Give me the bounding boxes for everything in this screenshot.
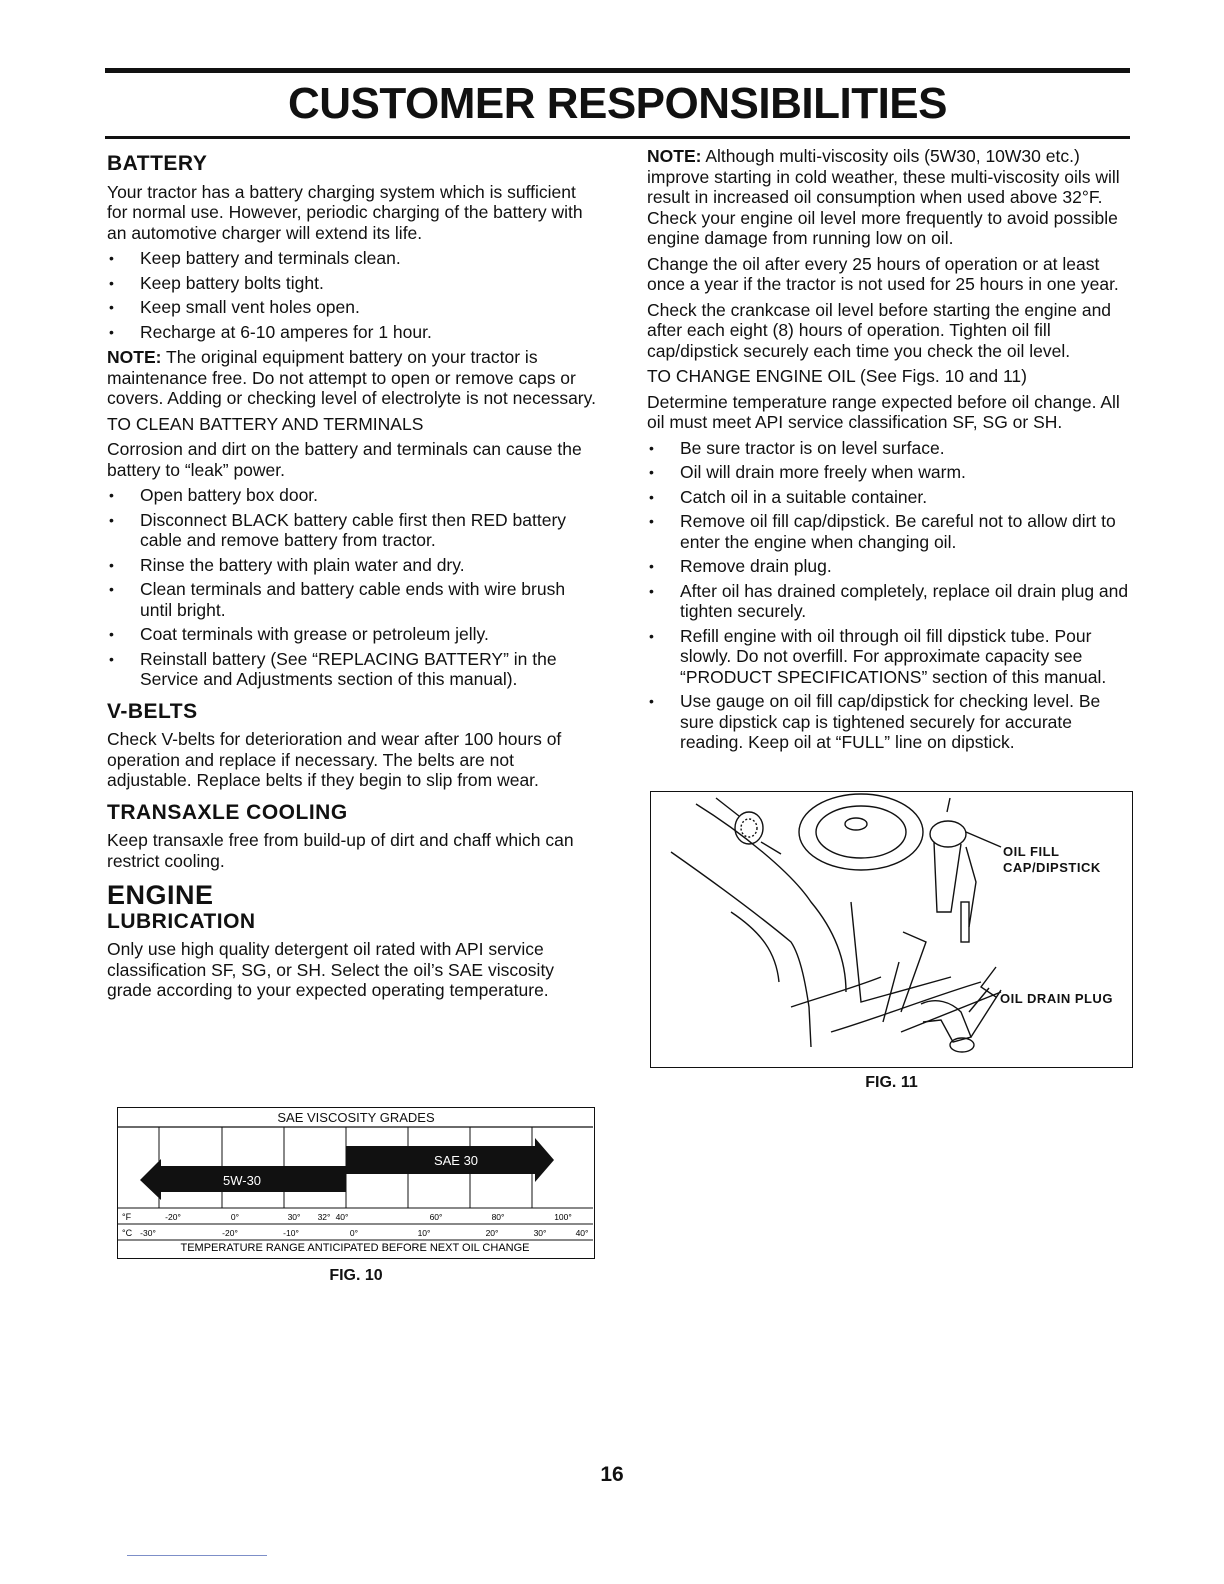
c-tick: -20° — [222, 1228, 238, 1238]
f-tick: 32° — [317, 1212, 331, 1222]
clean-list — [107, 485, 599, 690]
c-tick: 10° — [417, 1228, 431, 1238]
c-tick: -30° — [140, 1228, 156, 1238]
oil-fill-callout — [1003, 844, 1101, 876]
note-text: The original equipment battery on your tractor is maintenance free. Do not attempt to open or remove caps or covers. Adding or checking level of electrolyte is not necessary. — [107, 347, 596, 408]
list-item: • Recharge at 6-10 amperes for 1 hour. — [107, 322, 599, 343]
list-item: • Refill engine with oil through oil fill dipstick tube. Pour slowly. Do not overfill. For approximate capacity see “PRODUCT SPECIFICATIONS” section of this manual. — [647, 626, 1135, 688]
list-item: • Use gauge on oil fill cap/dipstick for checking level. Be sure dipstick cap is tightened securely for accurate reading. Keep oil at “FULL” line on dipstick. — [647, 691, 1135, 753]
c-tick: 40° — [575, 1228, 589, 1238]
list-item: • Reinstall battery (See “REPLACING BATTERY” in the Service and Adjustments section of this manual). — [107, 649, 599, 690]
oil-drain-callout: OIL DRAIN PLUG — [1000, 991, 1113, 1006]
list-item: • Keep battery bolts tight. — [107, 273, 599, 294]
fig10-caption: FIG. 10 — [329, 1267, 383, 1284]
oil-fill-label-line1: OIL FILL — [1003, 844, 1060, 859]
change-text: Change the oil after every 25 hours of operation or at least once a year if the tractor is not used for 25 hours in one year. — [647, 253, 1119, 294]
change-heading: TO CHANGE ENGINE OIL (See Figs. 10 and 11) — [647, 366, 1027, 386]
battery-intro: Your tractor has a battery charging system which is sufficient for normal use. However, periodic charging of the battery with an automotive charger will extend its life. — [107, 181, 583, 243]
crankcase-text: Check the crankcase oil level before starting the engine and after each eight (8) hours of operation. Tighten oil fill cap/dipstick securely each time you check the oil level. — [647, 299, 1112, 361]
note-label: NOTE: — [647, 146, 702, 166]
note-label: NOTE: — [107, 347, 162, 367]
page-number: 16 — [600, 1463, 624, 1486]
list-item: • Open battery box door. — [107, 485, 599, 506]
page-title: CUSTOMER RESPONSIBILITIES — [288, 79, 947, 128]
chart-footer: TEMPERATURE RANGE ANTICIPATED BEFORE NEXT OIL CHANGE — [180, 1242, 530, 1254]
left-column — [107, 146, 599, 1006]
fig11-caption: FIG. 11 — [865, 1074, 918, 1091]
viscosity-chart-graphic — [118, 1108, 593, 1256]
f-tick: 0° — [230, 1212, 240, 1222]
clean-heading: TO CLEAN BATTERY AND TERMINALS — [107, 413, 424, 434]
f-tick: 80° — [491, 1212, 505, 1222]
transaxle-heading: TRANSAXLE COOLING — [107, 800, 348, 824]
f-tick: 60° — [429, 1212, 443, 1222]
f-tick: -20° — [165, 1212, 181, 1222]
list-item: • Be sure tractor is on level surface. — [647, 438, 1135, 459]
oil-note — [647, 146, 1135, 249]
f-tick: 30° — [287, 1212, 301, 1222]
list-item: • Clean terminals and battery cable ends with wire brush until bright. — [107, 579, 599, 620]
c-tick: 0° — [349, 1228, 359, 1238]
fahrenheit-label: °F — [122, 1212, 132, 1222]
list-item: • Rinse the battery with plain water and dry. — [107, 555, 599, 576]
c-tick: 30° — [533, 1228, 547, 1238]
list-item: • Keep small vent holes open. — [107, 297, 599, 318]
engine-heading: ENGINE — [107, 880, 214, 910]
list-item: • After oil has drained completely, replace oil drain plug and tighten securely. — [647, 581, 1135, 622]
list-item: • Oil will drain more freely when warm. — [647, 462, 1135, 483]
viscosity-chart — [117, 1107, 595, 1259]
battery-heading: BATTERY — [107, 152, 208, 175]
engine-illustration — [651, 792, 1131, 1066]
celsius-label: °C — [122, 1228, 133, 1238]
c-tick: -10° — [283, 1228, 299, 1238]
battery-note — [107, 347, 599, 409]
top-rule — [105, 68, 1130, 73]
oil-fill-label-line2: CAP/DIPSTICK — [1003, 860, 1101, 875]
footer-rule — [127, 1555, 267, 1556]
engine-figure — [650, 791, 1133, 1068]
list-item: • Coat terminals with grease or petroleum jelly. — [107, 624, 599, 645]
right-column — [647, 146, 1135, 758]
list-item: • Disconnect BLACK battery cable first then RED battery cable and remove battery from tractor. — [107, 510, 599, 551]
list-item: • Remove drain plug. — [647, 556, 1135, 577]
battery-list — [107, 248, 599, 342]
sae30-label: SAE 30 — [433, 1153, 479, 1168]
vbelts-text: Check V-belts for deterioration and wear after 100 hours of operation and replace if necessary. The belts are not adjustable. Replace belts if they begin to slip from wear. — [107, 729, 562, 790]
chart-title: SAE VISCOSITY GRADES — [277, 1110, 435, 1125]
lubrication-heading: LUBRICATION — [107, 909, 256, 933]
list-item: • Remove oil fill cap/dipstick. Be careful not to allow dirt to enter the engine when changing oil. — [647, 511, 1135, 552]
vbelts-heading: V-BELTS — [107, 699, 198, 723]
lubrication-text: Only use high quality detergent oil rated with API service classification SF, SG, or SH. Select the oil’s SAE viscosity grade according to your expected operating temperature. — [107, 939, 555, 1000]
list-item: • Keep battery and terminals clean. — [107, 248, 599, 269]
f-tick: 100° — [554, 1212, 572, 1222]
transaxle-text: Keep transaxle free from build-up of dirt and chaff which can restrict cooling. — [107, 830, 574, 871]
f-tick: 40° — [335, 1212, 349, 1222]
note-text: Although multi-viscosity oils (5W30, 10W30 etc.) improve starting in cold weather, these multi-viscosity oils will result in increased oil consumption when used above 32°F. Check your engine oil level more frequently to avoid possible engine damage from running low on oil. — [647, 146, 1120, 248]
title-rule — [105, 136, 1130, 139]
change-list — [647, 438, 1135, 753]
engine-outline-left — [671, 852, 811, 1047]
determine-text: Determine temperature range expected before oil change. All oil must meet API service classification SF, SG or SH. — [647, 391, 1120, 432]
list-item: • Catch oil in a suitable container. — [647, 487, 1135, 508]
5w30-label: 5W-30 — [222, 1173, 262, 1188]
c-tick: 20° — [485, 1228, 499, 1238]
clean-intro: Corrosion and dirt on the battery and terminals can cause the battery to “leak” power. — [107, 439, 582, 480]
